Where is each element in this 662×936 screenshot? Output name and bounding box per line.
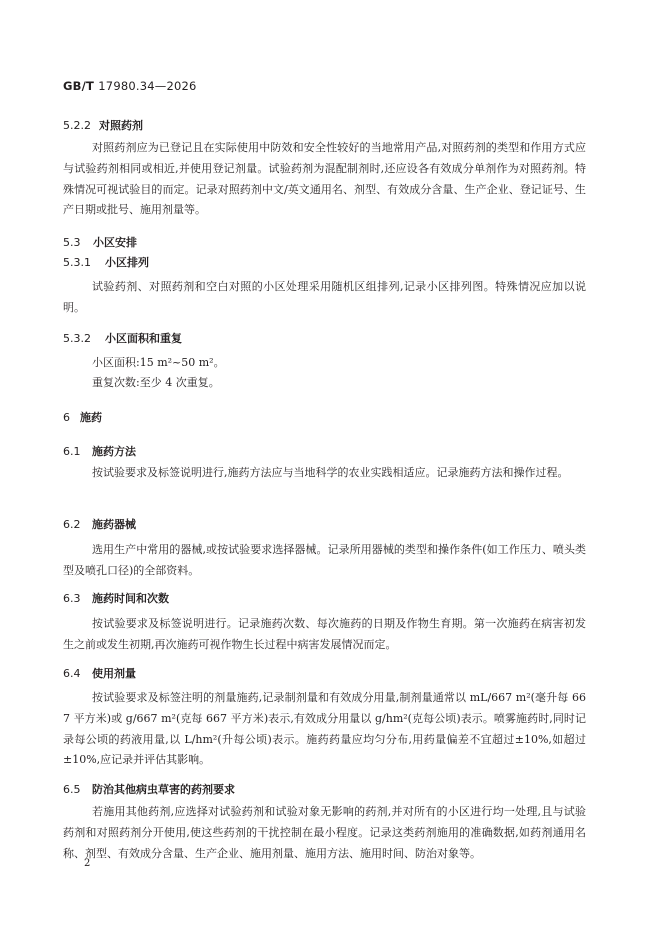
standard-header: [63, 79, 197, 93]
section-title: 小区排列: [105, 256, 149, 269]
chapter-heading: [63, 411, 102, 425]
paragraph: 对照药剂应为已登记且在实际使用中防效和安全性较好的当地常用产品,对照药剂的类型和作用方式应与试验药剂相同或相近,并使用登记剂量。试验药剂为混配制剂时,还应设各有效成分单剂作为对照药剂。特殊情况可视试验目的而定。记录对照药剂中文/英文通用名、剂型、有效成分含量、生产企业、登记证号、生产日期或批号、施用剂量等。: [63, 141, 586, 217]
section-number: 6.5: [63, 783, 81, 796]
section-title: 施药时间和次数: [92, 592, 169, 605]
replicates-line: 重复次数:至少 4 次重复。: [92, 376, 220, 389]
section-heading: [63, 592, 169, 606]
standard-prefix: GB/T: [63, 79, 95, 93]
section-heading: [63, 518, 136, 532]
section-number: 6.4: [63, 667, 81, 680]
section-title: 施药: [80, 411, 102, 424]
paragraph: 按试验要求及标签注明的剂量施药,记录制剂量和有效成分用量,制剂量通常以 mL/667 m²(毫升每 667 平方米)或 g/667 m²(克每 667 平方米)表示,有效成分用量以 g/hm²(克每公顷)表示。喷雾施药时,同时记录每公顷的药液用量,以 L/hm²(升每公顷)表示。施药药量应均匀分布,用药量偏差不宜超过±10%,如超过±10%,应记录并评估其影响。: [63, 691, 586, 767]
section-number: 5.3.2: [63, 332, 91, 345]
section-heading: [63, 783, 235, 797]
section-title: 小区安排: [93, 236, 137, 249]
page-number: 2: [84, 858, 91, 869]
section-heading: [63, 445, 136, 459]
section-title: 使用剂量: [92, 667, 136, 680]
section-heading: [63, 667, 136, 681]
section-heading: [63, 119, 143, 133]
section-number: 5.2.2: [63, 119, 91, 132]
section-number: 6.1: [63, 445, 81, 458]
paragraph: 若施用其他药剂,应选择对试验药剂和试验对象无影响的药剂,并对所有的小区进行均一处理,且与试验药剂和对照药剂分开使用,使这些药剂的干扰控制在最小程度。记录这类药剂施用的准确数据,如药剂通用名称、剂型、有效成分含量、生产企业、施用剂量、施用方法、施用时间、防治对象等。: [63, 805, 586, 860]
section-number: 6: [63, 411, 70, 424]
section-heading: [63, 256, 149, 270]
section-heading: [63, 332, 182, 346]
section-number: 5.3: [63, 236, 81, 249]
paragraph: 按试验要求及标签说明进行,施药方法应与当地科学的农业实践相适应。记录施药方法和操作过程。: [92, 466, 569, 479]
section-title: 小区面积和重复: [105, 332, 182, 345]
section-number: 6.3: [63, 592, 81, 605]
section-number: 5.3.1: [63, 256, 91, 269]
section-title: 对照药剂: [99, 119, 143, 132]
paragraph: 试验药剂、对照药剂和空白对照的小区处理采用随机区组排列,记录小区排列图。特殊情况应加以说明。: [63, 280, 586, 314]
paragraph: 选用生产中常用的器械,或按试验要求选择器械。记录所用器械的类型和操作条件(如工作压力、喷头类型及喷孔口径)的全部资料。: [63, 543, 586, 577]
section-title: 施药方法: [92, 445, 136, 458]
section-heading: [63, 236, 137, 250]
standard-number: 17980.34—2026: [98, 79, 197, 93]
plot-area-line: 小区面积:15 m²~50 m²。: [92, 356, 225, 369]
section-title: 施药器械: [92, 518, 136, 531]
section-number: 6.2: [63, 518, 81, 531]
section-title: 防治其他病虫草害的药剂要求: [92, 783, 235, 796]
paragraph: 按试验要求及标签说明进行。记录施药次数、每次施药的日期及作物生育期。第一次施药在病害初发生之前或发生初期,再次施药可视作物生长过程中病害发展情况而定。: [63, 617, 586, 651]
